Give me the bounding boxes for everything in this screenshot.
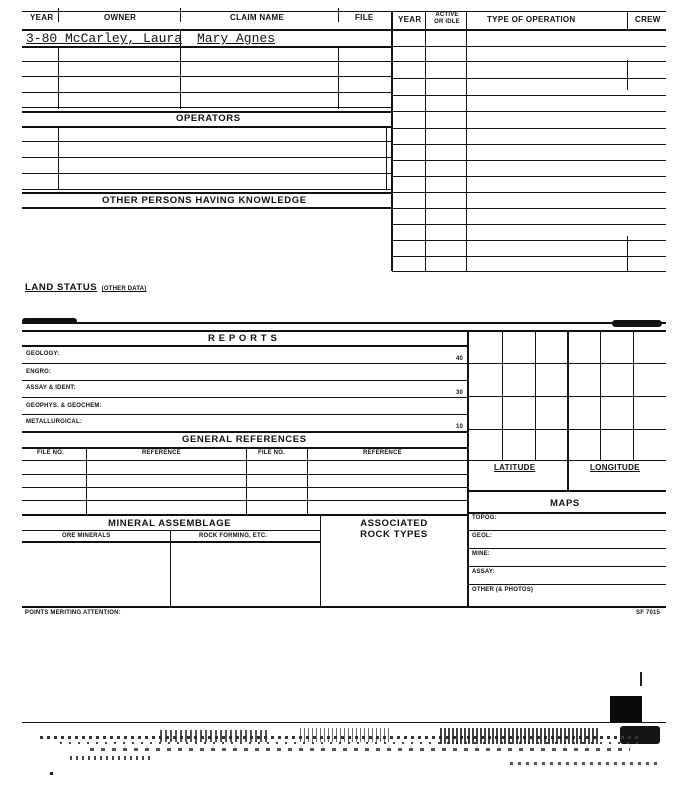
report-geology-num: 40 xyxy=(456,356,464,362)
header-file: FILE xyxy=(355,13,374,22)
reports-title: R E P O R T S xyxy=(208,333,278,344)
owner-entry: 3-80 McCarley, Laura xyxy=(26,31,183,46)
maps-other: OTHER (& PHOTOS) xyxy=(472,587,534,593)
maps-title: MAPS xyxy=(550,498,580,509)
gen-ref-reference-2: REFERENCE xyxy=(363,450,402,456)
maps-assay: ASSAY: xyxy=(472,569,495,575)
rock-forming-header: ROCK FORMING, ETC. xyxy=(199,533,268,539)
report-assay: ASSAY & IDENT: xyxy=(26,385,76,391)
other-persons-title: OTHER PERSONS HAVING KNOWLEDGE xyxy=(102,195,307,206)
points-meriting-attention: POINTS MERITING ATTENTION: xyxy=(25,610,121,616)
header-year: YEAR xyxy=(30,13,54,22)
land-status-sub: (OTHER DATA) xyxy=(101,286,147,292)
header-year-2: YEAR xyxy=(398,15,422,24)
gen-ref-file-no-1: FILE NO. xyxy=(37,450,64,456)
longitude-label: LONGITUDE xyxy=(590,463,640,472)
land-status xyxy=(25,277,147,295)
header-claim-name: CLAIM NAME xyxy=(230,13,285,22)
form-number: SF 7015 xyxy=(636,610,661,616)
header-crew: CREW xyxy=(635,15,661,24)
claim-name-entry: Mary Agnes xyxy=(197,31,276,46)
report-geology: GEOLOGY: xyxy=(26,351,60,357)
general-references-title: GENERAL REFERENCES xyxy=(182,434,307,445)
report-assay-num: 30 xyxy=(456,390,464,396)
header-active-line1: ACTIVE xyxy=(435,12,459,18)
header-active-line2: OR IDLE xyxy=(434,19,460,25)
gen-ref-file-no-2: FILE NO. xyxy=(258,450,285,456)
maps-geol: GEOL: xyxy=(472,533,492,539)
header-owner: OWNER xyxy=(104,13,137,22)
latitude-label: LATITUDE xyxy=(494,463,536,472)
report-metallurgical: METALLURGICAL: xyxy=(26,419,83,425)
gen-ref-reference-1: REFERENCE xyxy=(142,450,181,456)
associated-line2: ROCK TYPES xyxy=(360,529,428,540)
report-engrg: ENGRG: xyxy=(26,369,52,375)
land-status-title: LAND STATUS xyxy=(25,282,98,293)
maps-topog: TOPOG: xyxy=(472,515,497,521)
report-geophys: GEOPHYS. & GEOCHEM: xyxy=(26,403,102,409)
mineral-assemblage-title: MINERAL ASSEMBLAGE xyxy=(108,518,232,529)
ore-minerals-header: ORE MINERALS xyxy=(62,533,111,539)
maps-mine: MINE: xyxy=(472,551,490,557)
report-metallurgical-num: 10 xyxy=(456,424,464,430)
header-type-of-operation: TYPE OF OPERATION xyxy=(487,15,576,24)
operators-title: OPERATORS xyxy=(176,113,241,124)
associated-line1: ASSOCIATED xyxy=(360,518,428,529)
